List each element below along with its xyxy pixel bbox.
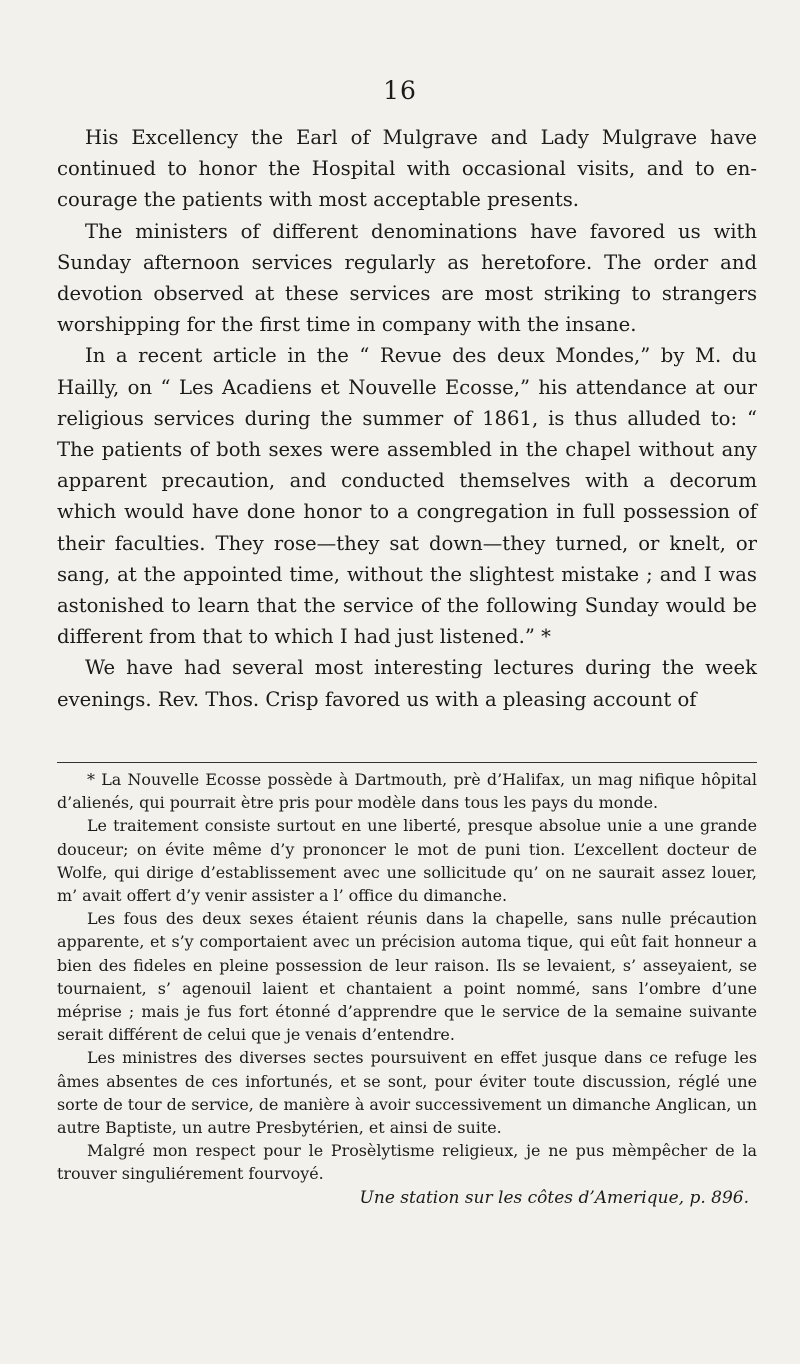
footnote-paragraph-4: Les ministres des diverses sectes poursuivent en effet jusque dans ce refuge les âmes absentes de ces infortunés, et se sont, pour éviter toute discussion, réglé une sorte de tour de service, de manière à avoir successivement un dimanche Anglican, un autre Baptiste, un autre Presbytérien, et ainsi de suite. bbox=[57, 1048, 757, 1138]
paragraph-services: The ministers of different denominations have favored us with Sunday afternoon services regularly as heretofore. The order and devotion observed at these services are most striking to strangers worshipping for the first time in company with the insane. bbox=[57, 219, 757, 337]
paragraph-visits: His Excellency the Earl of Mulgrave and Lady Mulgrave have continued to honor the Hospital with occasional visits, and to en courage the patients with most acceptable presents. bbox=[57, 126, 757, 212]
page-number: 16 bbox=[383, 76, 417, 105]
footnote-divider bbox=[57, 762, 757, 763]
paragraph-revue-quote: In a recent article in the “ Revue des deux Mondes,” by M. du Hailly, on “ Les Acadiens et Nouvelle Ecosse,” his attendance at our religious services during the summer of 1861, is thus alluded to: “ The patients of both sexes were assembled in the chapel without any apparent precaution, and conducted themselves with a decorum which would have done honor to a congregation in full possession of their faculties. They rose—they sat down—they turned, or knelt, or sang, at the appointed time, without the slightest mistake ; and I was astonished to learn that the service of the following Sunday would be different from that to which I had just listened.” * bbox=[57, 344, 757, 649]
footnote-paragraph-5: Malgré mon respect pour le Prosèlytisme religieux, je ne pus mèmpêcher de la trouver singuliérement fourvoyé. bbox=[57, 1141, 757, 1184]
footnote-paragraph-2: Le traitement consiste surtout en une liberté, presque absolue unie a une grande douceur; on évite même d’y prononcer le mot de puni tion. L’excellent docteur de Wolfe, qui dirige d’establissement avec une sollicitude qu’ on ne saurait assez louer, m’ avait offert d’y venir assister a l’ office du dimanche. bbox=[57, 816, 757, 906]
paragraph-lectures: We have had several most interesting lectures during the week evenings. Rev. Thos. Crisp favored us with a pleasing account of bbox=[57, 656, 757, 711]
footnote-paragraph-3: Les fous des deux sexes étaient réunis dans la chapelle, sans nulle précaution apparente, et s’y comportaient avec un précision automa tique, qui eût fait honneur a bien des fideles en pleine possession de leur raison. Ils se levaient, s’ asseyaient, se tournaient, s’ agenouil laient et chantaient a point nommé, sans l’ombre d’une méprise ; mais je fus fort étonné d’apprendre que le service de la semaine suivante serait différent de celui que je venais d’entendre. bbox=[57, 909, 757, 1045]
main-text bbox=[57, 122, 757, 715]
footnote-paragraph-1: * La Nouvelle Ecosse possède à Dartmouth, prè d’Halifax, un mag nifique hôpital d’alienés, qui pourrait ètre pris pour modèle dans tous les pays du monde. bbox=[57, 770, 757, 813]
footnote-source: Une station sur les côtes d’Amerique, p. 896. bbox=[359, 1187, 749, 1208]
footnote bbox=[57, 768, 757, 1210]
